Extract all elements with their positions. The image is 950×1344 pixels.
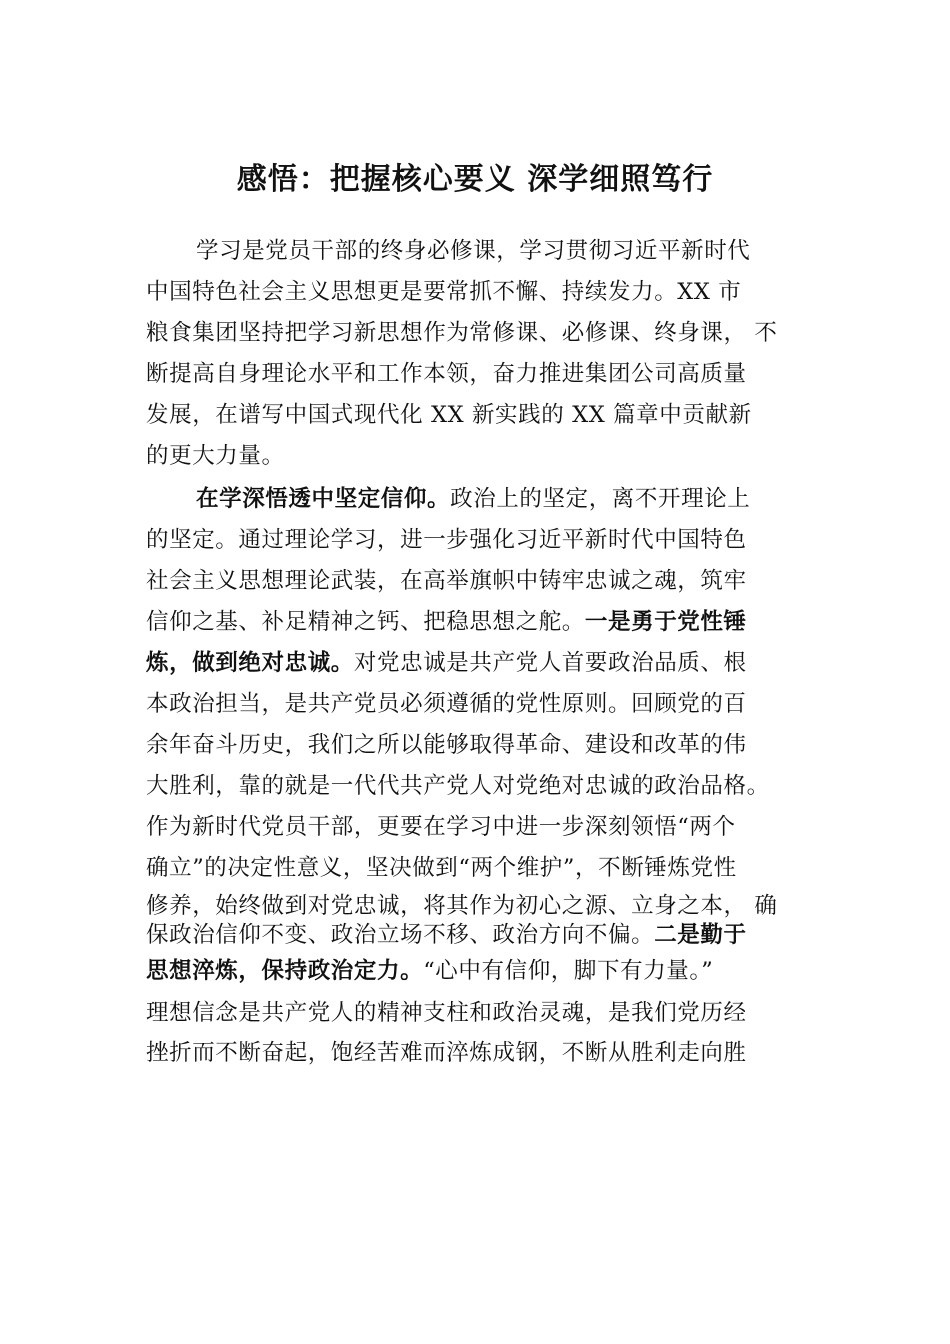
section-heading: 在学深悟透中坚定信仰。: [196, 486, 451, 512]
paragraph-line: 中国特色社会主义思想更是要常抓不懈、持续发力。XX 市: [146, 279, 742, 305]
paragraph-line: 本政治担当，是共产党员必须遵循的党性原则。回顾党的百: [146, 691, 747, 717]
paragraph-text: 政治上的坚定，离不开理论上: [450, 486, 751, 512]
paragraph-text: 保政治信仰不变、政治立场不移、政治方向不偏。: [146, 922, 655, 948]
point-heading: 炼，做到绝对忠诚。: [146, 650, 354, 676]
paragraph-line: 挫折而不断奋起，饱经苦难而淬炼成钢，不断从胜利走向胜: [146, 1040, 747, 1066]
paragraph-line: [146, 607, 747, 637]
document-title: 感悟：把握核心要义 深学细照笃行: [236, 162, 714, 197]
paragraph-line: 确立”的决定性意义，坚决做到“两个维护”，不断锤炼党性: [146, 855, 737, 881]
paragraph-line: [146, 648, 747, 678]
paragraph-line: 社会主义思想理论武装，在高举旗帜中铸牢忠诚之魂，筑牢: [146, 568, 747, 594]
paragraph-line: [146, 956, 713, 986]
paragraph-line: 学习是党员干部的终身必修课，学习贯彻习近平新时代: [196, 238, 751, 264]
paragraph-text: 对党忠诚是共产党人首要政治品质、根: [353, 650, 747, 676]
paragraph-line: 修养，始终做到对党忠诚，将其作为初心之源、立身之本， 确: [146, 893, 778, 919]
paragraph-text: “心中有信仰，脚下有力量。”: [423, 958, 714, 984]
paragraph-text: 信仰之基、补足精神之钙、把稳思想之舵。: [146, 609, 585, 635]
paragraph-line: 的更大力量。: [146, 443, 285, 469]
paragraph-line: 的坚定。通过理论学习，进一步强化习近平新时代中国特色: [146, 527, 747, 553]
point-heading: 思想淬炼，保持政治定力。: [146, 958, 424, 984]
paragraph-line: 粮食集团坚持把学习新思想作为常修课、必修课、终身课， 不: [146, 320, 778, 346]
point-heading: 一是勇于党性锤: [584, 609, 747, 635]
point-heading: 二是勤于: [654, 922, 747, 948]
paragraph-line: 断提高自身理论水平和工作本领，奋力推进集团公司高质量: [146, 361, 747, 387]
paragraph-line: 大胜利，靠的就是一代代共产党人对党绝对忠诚的政治品格。: [146, 773, 770, 799]
paragraph-line: [196, 484, 750, 514]
paragraph-line: 发展，在谱写中国式现代化 XX 新实践的 XX 篇章中贡献新: [146, 402, 752, 428]
paragraph-line: 作为新时代党员干部，更要在学习中进一步深刻领悟“两个: [146, 814, 736, 840]
paragraph-line: 理想信念是共产党人的精神支柱和政治灵魂，是我们党历经: [146, 1000, 747, 1026]
paragraph-line: 余年奋斗历史，我们之所以能够取得革命、建设和改革的伟: [146, 732, 747, 758]
paragraph-line: [146, 920, 747, 950]
